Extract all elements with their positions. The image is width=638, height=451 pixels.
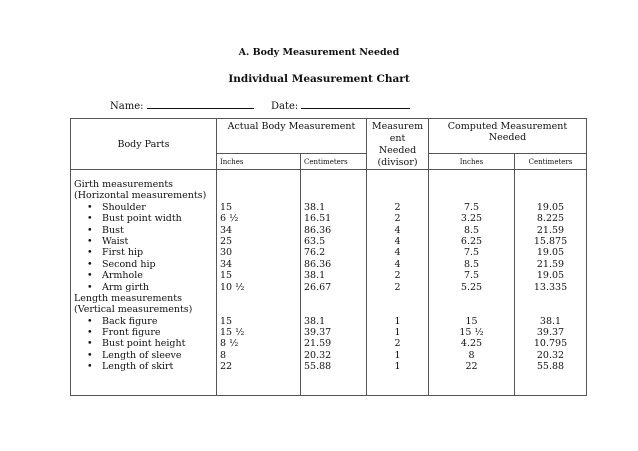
spacer — [220, 304, 297, 315]
computed-inches-value: 8.5 — [463, 224, 480, 236]
computed-inches-value: 15 ½ — [459, 327, 484, 339]
computed-inches-value: 8.5 — [463, 258, 480, 270]
bullet-icon: • — [87, 338, 93, 350]
spacer — [518, 304, 583, 315]
body-part-label: Waist — [102, 235, 129, 247]
spacer — [518, 293, 583, 304]
bullet-icon: • — [87, 247, 93, 259]
divisor-value: 2 — [394, 201, 401, 213]
section-heading: (Vertical measurements) — [74, 304, 193, 316]
computed-centimeters-value: 21.59 — [536, 258, 565, 270]
computed-centimeters-value: 19.05 — [536, 270, 565, 282]
date-underline — [301, 98, 410, 109]
actual-inches-value: 15 ½ — [220, 327, 245, 339]
date-label: Date: — [271, 101, 299, 112]
name-underline — [147, 98, 254, 109]
divisor-value: 4 — [394, 235, 401, 247]
divisor-value: 2 — [394, 270, 401, 282]
computed-inches-value: 7.5 — [463, 270, 480, 282]
actual-measurement-header: Actual Body Measurement — [217, 119, 367, 154]
actual-inches-value: 25 — [220, 235, 233, 247]
measurement-needed-header: Measurem ent Needed (divisor) — [367, 119, 429, 170]
computed-centimeters-header: Centimeters — [515, 154, 587, 170]
computed-centimeters-column — [515, 170, 587, 396]
body-part-item — [74, 361, 213, 372]
computed-centimeters-value: 39.37 — [536, 327, 565, 339]
body-part-item — [74, 350, 213, 361]
bullet-icon: • — [87, 281, 93, 293]
computed-centimeters-value: 13.335 — [533, 281, 568, 293]
actual-centimeters-value: 63.5 — [304, 235, 326, 247]
body-part-item — [74, 338, 213, 349]
divisor-value: 2 — [394, 281, 401, 293]
bullet-icon: • — [87, 213, 93, 225]
spacer — [370, 179, 425, 190]
spacer — [370, 304, 425, 315]
spacer — [304, 179, 363, 190]
actual-centimeters-value: 26.67 — [304, 281, 332, 293]
computed-inches-value: 7.5 — [463, 201, 480, 213]
spacer — [432, 179, 511, 190]
spacer — [370, 190, 425, 201]
computed-inches-value: 4.25 — [460, 338, 483, 350]
body-part-label: Shoulder — [102, 201, 146, 213]
divisor-value: 4 — [394, 258, 401, 270]
spacer — [304, 293, 363, 304]
divisor-column — [367, 170, 429, 396]
body-part-item — [74, 247, 213, 258]
body-part-label: Bust point height — [102, 338, 186, 350]
spacer — [220, 190, 297, 201]
spacer — [432, 293, 511, 304]
body-part-label: Bust point width — [102, 213, 182, 225]
computed-inches-value: 7.5 — [463, 247, 480, 259]
body-part-item — [74, 213, 213, 224]
body-part-label: First hip — [102, 247, 144, 259]
actual-centimeters-value: 38.1 — [304, 201, 326, 213]
actual-inches-value: 15 — [220, 315, 233, 327]
actual-inches-value: 15 — [220, 201, 233, 213]
body-part-item — [74, 259, 213, 270]
bullet-icon: • — [87, 270, 93, 282]
computed-inches-value: 5.25 — [460, 281, 483, 293]
spacer — [304, 304, 363, 315]
computed-centimeters-value: 38.1 — [539, 315, 562, 327]
spacer — [220, 293, 297, 304]
body-part-item — [74, 282, 213, 293]
spacer — [370, 293, 425, 304]
section-heading: Length measurements — [74, 292, 182, 304]
divisor-value: 1 — [394, 349, 401, 361]
section-heading: (Horizontal measurements) — [74, 190, 207, 202]
actual-inches-value: 8 ½ — [220, 338, 239, 350]
body-part-item — [74, 236, 213, 247]
body-part-item — [74, 327, 213, 338]
actual-centimeters-value: 20.32 — [304, 349, 332, 361]
measurement-table — [70, 118, 587, 396]
divisor-value: 4 — [394, 247, 401, 259]
bullet-icon: • — [87, 361, 93, 373]
spacer — [518, 190, 583, 201]
computed-centimeters-value: 55.88 — [536, 361, 565, 373]
computed-centimeters-value: 10.795 — [533, 338, 568, 350]
body-parts-column — [71, 170, 217, 396]
computed-centimeters-value: 8.225 — [536, 213, 565, 225]
date-field — [271, 98, 410, 112]
section-title: A. Body Measurement Needed — [238, 47, 400, 58]
body-part-item — [74, 202, 213, 213]
bullet-icon: • — [87, 349, 93, 361]
actual-inches-value: 6 ½ — [220, 213, 239, 225]
computed-inches-value: 3.25 — [460, 213, 483, 225]
actual-centimeters-header: Centimeters — [301, 154, 367, 170]
body-part-label: Length of skirt — [102, 361, 174, 373]
divisor-value: 4 — [394, 224, 401, 236]
actual-inches-value: 10 ½ — [220, 281, 245, 293]
actual-centimeters-value: 86.36 — [304, 258, 332, 270]
section-heading: Girth measurements — [74, 179, 174, 190]
spacer — [518, 179, 583, 190]
spacer — [220, 179, 297, 190]
computed-centimeters-value: 21.59 — [536, 224, 565, 236]
spacer — [304, 190, 363, 201]
actual-centimeters-value: 21.59 — [304, 338, 332, 350]
divisor-value: 1 — [394, 315, 401, 327]
body-part-label: Arm girth — [102, 281, 150, 293]
actual-centimeters-column — [301, 170, 367, 396]
spacer — [432, 304, 511, 315]
computed-inches-value: 6.25 — [460, 235, 483, 247]
actual-inches-value: 34 — [220, 258, 233, 270]
computed-inches-value: 15 — [465, 315, 478, 327]
computed-inches-column — [429, 170, 515, 396]
actual-centimeters-value: 55.88 — [304, 361, 332, 373]
actual-inches-value: 22 — [220, 361, 233, 373]
actual-inches-value: 34 — [220, 224, 233, 236]
body-part-label: Second hip — [102, 258, 156, 270]
computed-centimeters-value: 15.875 — [533, 235, 568, 247]
divisor-value: 2 — [394, 338, 401, 350]
bullet-icon: • — [87, 327, 93, 339]
bullet-icon: • — [87, 224, 93, 236]
actual-inches-header: Inches — [217, 154, 301, 170]
actual-centimeters-value: 76.2 — [304, 247, 326, 259]
actual-centimeters-value: 86.36 — [304, 224, 332, 236]
body-parts-header: Body Parts — [71, 119, 217, 170]
bullet-icon: • — [87, 258, 93, 270]
body-part-label: Length of sleeve — [102, 349, 182, 361]
bullet-icon: • — [87, 201, 93, 213]
computed-measurement-header: Computed Measurement Needed — [429, 119, 587, 154]
actual-centimeters-value: 38.1 — [304, 315, 326, 327]
spacer — [432, 190, 511, 201]
divisor-value: 2 — [394, 213, 401, 225]
body-part-item — [74, 316, 213, 327]
computed-centimeters-value: 19.05 — [536, 201, 565, 213]
chart-title: Individual Measurement Chart — [228, 73, 410, 85]
actual-centimeters-value: 39.37 — [304, 327, 332, 339]
actual-inches-column — [217, 170, 301, 396]
computed-inches-value: 22 — [465, 361, 478, 373]
actual-centimeters-value: 16.51 — [304, 213, 332, 225]
header-row — [71, 119, 587, 154]
actual-inches-value: 8 — [220, 349, 227, 361]
name-field — [110, 98, 254, 112]
name-label: Name: — [110, 101, 144, 112]
computed-centimeters-value: 19.05 — [536, 247, 565, 259]
body-part-item — [74, 270, 213, 281]
body-part-item — [74, 225, 213, 236]
computed-centimeters-value: 20.32 — [536, 349, 565, 361]
actual-centimeters-value: 38.1 — [304, 270, 326, 282]
computed-inches-value: 8 — [468, 349, 475, 361]
body-part-label: Armhole — [102, 270, 143, 282]
divisor-value: 1 — [394, 327, 401, 339]
body-part-label: Bust — [102, 224, 124, 236]
bullet-icon: • — [87, 315, 93, 327]
body-part-label: Front figure — [102, 327, 161, 339]
divisor-value: 1 — [394, 361, 401, 373]
data-row — [71, 170, 587, 396]
body-part-label: Back figure — [102, 315, 158, 327]
actual-inches-value: 30 — [220, 247, 233, 259]
actual-inches-value: 15 — [220, 270, 233, 282]
computed-inches-header: Inches — [429, 154, 515, 170]
bullet-icon: • — [87, 235, 93, 247]
